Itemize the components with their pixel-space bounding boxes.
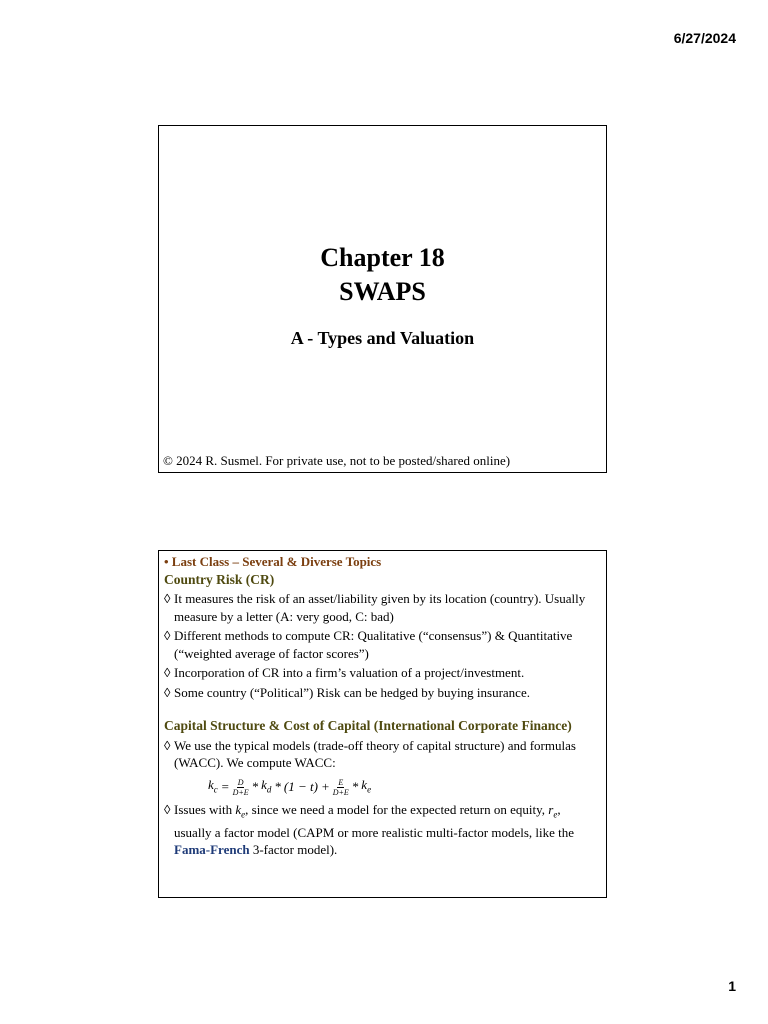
list-item: ◊ Some country (“Political”) Risk can be hedged by buying insurance.	[164, 684, 530, 700]
list-item: ◊ Incorporation of CR into a firm’s valuation of a project/investment.	[164, 665, 525, 680]
list-item: ◊ We use the typical models (trade-off theory of capital structure) and formulas (WACC). We compute WACC:	[164, 737, 576, 770]
chapter-topic: SWAPS	[339, 277, 426, 306]
slide-subtitle: A - Types and Valuation	[290, 328, 475, 348]
page-number: 1	[728, 978, 736, 994]
fama-french-link[interactable]: Fama-French	[174, 842, 250, 858]
diamond-bullet-icon: ◊	[164, 684, 171, 700]
title-slide	[158, 125, 607, 473]
chapter-label: Chapter 18	[320, 243, 445, 272]
diamond-bullet-icon: ◊	[164, 591, 171, 606]
review-slide	[158, 550, 607, 898]
diamond-bullet-icon: ◊	[164, 801, 171, 817]
section-title-country-risk: Country Risk (CR)	[164, 571, 275, 587]
bullet-heading: • Last Class – Several & Diverse Topics	[164, 554, 382, 569]
list-item: ◊ Issues with $k_e$, since we need a model for the expected return on equity, $r_e$, usually a factor model (CAPM or more realistic multi-factor models, like the Fama-French 3-factor model).	[164, 801, 575, 858]
diamond-bullet-icon: ◊	[164, 737, 171, 753]
wacc-formula: $k_c$ = $\frac{D}{D+E}$ * $k_d$ * (1 − t) + $\frac{E}{D+E}$ * $k_e$	[208, 776, 372, 797]
list-item: ◊ Different methods to compute CR: Qualitative (“consensus”) & Quantitative (“weighted average of factor scores”)	[164, 628, 573, 661]
slide-title	[159, 241, 606, 309]
page-date: 6/27/2024	[673, 30, 736, 46]
list-item: ◊ It measures the risk of an asset/liability given by its location (country). Usually measure by a letter (A: very good, C: bad)	[164, 591, 586, 624]
section-title-capital-structure: Capital Structure & Cost of Capital (International Corporate Finance)	[164, 718, 572, 733]
diamond-bullet-icon: ◊	[164, 628, 171, 643]
diamond-bullet-icon: ◊	[164, 665, 171, 680]
copyright-notice: © 2024 R. Susmel. For private use, not to be posted/shared online)	[163, 453, 511, 468]
